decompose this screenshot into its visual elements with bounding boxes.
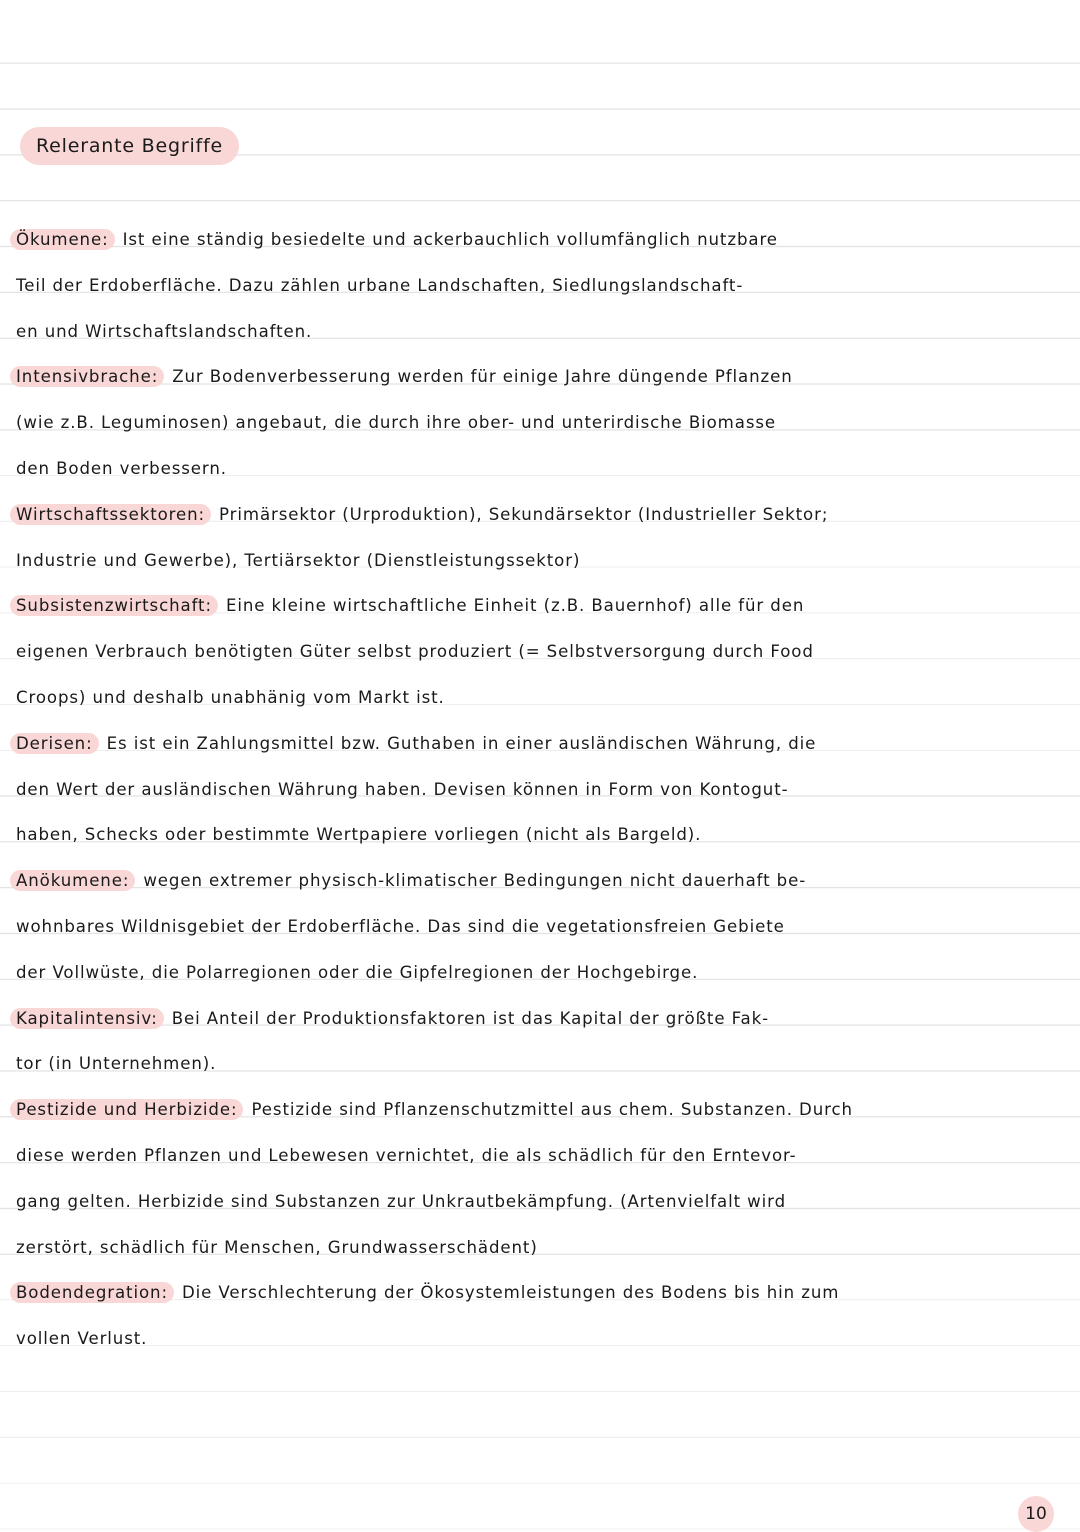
definition-text: en und Wirtschaftslandschaften. <box>16 321 313 341</box>
definition-text: der Vollwüste, die Polarregionen oder die Gipfelregionen der Hochgebirge. <box>16 962 699 982</box>
definition-text: tor (in Unternehmen). <box>16 1054 217 1074</box>
definition-text: gang gelten. Herbizide sind Substanzen zur Unkrautbekämpfung. (Artenvielfalt wird <box>16 1191 787 1211</box>
definition-line <box>16 778 789 802</box>
definition-text: zerstört, schädlich für Menschen, Grundwasserschädent) <box>16 1237 538 1257</box>
page-number: 10 <box>1018 1496 1054 1532</box>
definition-text: Zur Bodenverbesserung werden für einige Jahre düngende Pflanzen <box>172 367 793 387</box>
definition-term: Subsistenzwirtschaft: <box>10 595 218 616</box>
definition-text: diese werden Pflanzen und Lebewesen vernichtet, die als schädlich für den Erntevor- <box>16 1146 797 1165</box>
definition-line <box>16 594 804 618</box>
definition-text: (wie z.B. Leguminosen) angebaut, die durch ihre ober- und unterirdische Biomasse <box>16 413 777 433</box>
definition-term: Kapitalintensiv: <box>10 1008 164 1029</box>
definition-term: Ökumene: <box>10 229 115 250</box>
definition-text: den Wert der ausländischen Währung haben. Devisen können in Form von Kontogut- <box>16 779 789 799</box>
definition-line <box>16 640 814 664</box>
definition-line <box>16 1236 538 1260</box>
definition-text: wegen extremer physisch-klimatischer Bedingungen nicht dauerhaft be- <box>143 871 807 891</box>
definition-line <box>16 1190 786 1214</box>
definition-line <box>16 228 778 252</box>
definition-line <box>16 274 743 298</box>
definition-line <box>16 503 828 527</box>
definition-term: Anökumene: <box>10 870 135 891</box>
definition-line <box>16 1327 147 1351</box>
definition-line <box>16 1144 797 1168</box>
definition-term: Pestizide und Herbizide: <box>10 1099 243 1120</box>
definition-text: Bei Anteil der Produktionsfaktoren ist das Kapital der größte Fak- <box>171 1008 769 1028</box>
definition-text: eigenen Verbrauch benötigten Güter selbst produziert (= Selbstversorgung durch Food <box>16 642 814 662</box>
section-heading: Relerante Begriffe <box>20 127 239 165</box>
definition-term: Bodendegration: <box>10 1282 174 1303</box>
definition-text: Pestizide sind Pflanzenschutzmittel aus chem. Substanzen. Durch <box>251 1100 853 1120</box>
definition-line <box>16 686 445 710</box>
definition-text: Croops) und deshalb unabhänig vom Markt ist. <box>16 688 445 707</box>
definition-text: den Boden verbessern. <box>16 459 227 478</box>
definition-term: Derisen: <box>10 733 99 754</box>
definition-text: wohnbares Wildnisgebiet der Erdoberfläche. Das sind die vegetationsfreien Gebiete <box>16 917 785 936</box>
definition-term: Intensivbrache: <box>10 366 164 387</box>
definition-line <box>16 1098 853 1122</box>
definition-text: Es ist ein Zahlungsmittel bzw. Guthaben in einer ausländischen Währung, die <box>106 733 817 753</box>
definition-text: Primärsektor (Urproduktion), Sekundärsektor (Industrieller Sektor; <box>219 504 829 524</box>
definition-text: Teil der Erdoberfläche. Dazu zählen urbane Landschaften, Siedlungslandschaft- <box>16 275 744 295</box>
definition-line <box>16 961 698 985</box>
definition-line <box>16 915 785 939</box>
definition-line <box>16 457 227 481</box>
definition-text: Industrie und Gewerbe), Tertiärsektor (Dienstleistungssektor) <box>16 550 581 570</box>
definition-line <box>16 549 580 573</box>
definition-line <box>16 411 776 435</box>
definition-line <box>16 869 806 893</box>
definition-line <box>16 1281 839 1305</box>
definition-line <box>16 732 816 756</box>
definition-line <box>16 1052 216 1076</box>
definition-line <box>16 1007 769 1031</box>
definition-text: Ist eine ständig besiedelte und ackerbauchlich vollumfänglich nutzbare <box>122 230 778 249</box>
definition-line <box>16 365 793 389</box>
definition-line <box>16 823 701 847</box>
definition-text: haben, Schecks oder bestimmte Wertpapiere vorliegen (nicht als Bargeld). <box>16 825 702 845</box>
definition-text: Die Verschlechterung der Ökosystemleistungen des Bodens bis hin zum <box>181 1283 840 1303</box>
definition-text: Eine kleine wirtschaftliche Einheit (z.B. Bauernhof) alle für den <box>225 596 805 616</box>
definition-term: Wirtschaftssektoren: <box>10 504 211 525</box>
definition-line <box>16 320 312 344</box>
definition-text: vollen Verlust. <box>16 1329 148 1349</box>
